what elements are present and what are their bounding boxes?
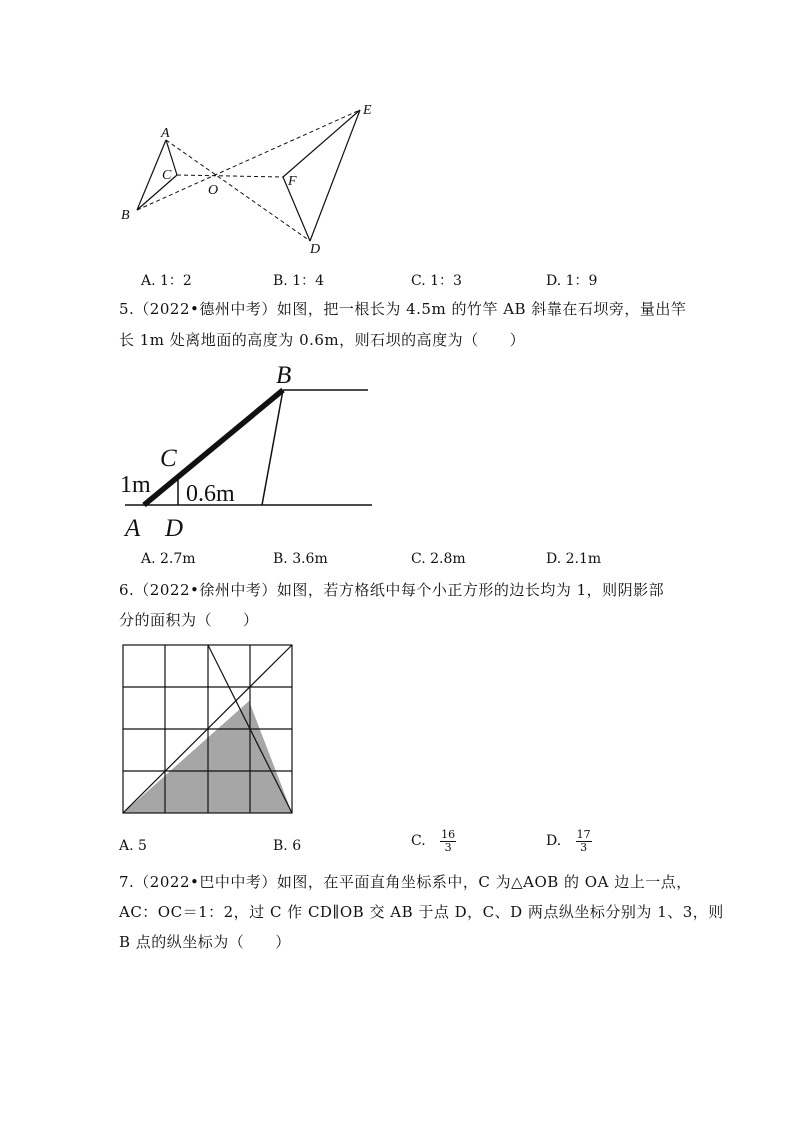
q6-option-d-fraction: $\frac{17}{3}$ [576,828,591,854]
label-o: O [208,183,219,198]
q5-stem-line2: 长 1m 处离地面的高度为 0.6m，则石坝的高度为（ ） [119,331,526,349]
label-a: A [125,515,141,542]
segment-ef [283,110,360,177]
q6-grid-figure [118,640,300,822]
label-c: C [162,168,172,183]
q7-stem-line2: AC：OC＝1：2，过 C 作 CD∥OB 交 AB 于点 D，C、D 两点纵坐标分别为 1、3，则 [119,903,724,921]
segment-ed [310,110,360,241]
q5-option-a[interactable]: A. 2.7m [141,551,196,567]
q6-option-b[interactable]: B. 6 [273,838,302,854]
q6-stem-line1: 6.（2022•徐州中考）如图，若方格纸中每个小正方形的边长均为 1，则阴影部 [119,581,665,599]
label-b: B [276,362,292,389]
q5-figure [110,355,390,545]
label-a: A [161,126,170,141]
dashed-cf [177,175,283,177]
q5-option-d[interactable]: D. 2.1m [546,551,602,567]
q6-option-c-fraction: $\frac{16}{3}$ [441,828,456,854]
q5-stem-line1: 5.（2022•德州中考）如图，把一根长为 4.5m 的竹竿 AB 斜靠在石坝旁，量出竿 [119,300,687,318]
label-f: F [288,174,297,189]
q4-option-c[interactable]: C. 1：3 [411,273,462,289]
q6-option-d[interactable] [546,829,592,853]
q5-option-b[interactable]: B. 3.6m [273,551,328,567]
q4-figure [110,95,390,260]
q4-option-a[interactable]: A. 1：2 [141,273,192,289]
label-c: C [160,445,177,472]
q6-option-d-prefix: D. [546,833,562,850]
label-d: D [310,242,321,257]
q6-option-c-prefix: C. [411,833,426,850]
q6-option-a[interactable]: A. 5 [119,838,147,854]
q4-option-d[interactable]: D. 1：9 [546,273,598,289]
label-height: 0.6m [186,481,235,507]
label-d: D [165,515,184,542]
q5-option-c[interactable]: C. 2.8m [411,551,466,567]
q6-option-c[interactable] [411,829,456,853]
q4-option-b[interactable]: B. 1：4 [273,273,325,289]
label-length: 1m [120,472,151,498]
label-b: B [121,208,130,223]
label-e: E [363,103,372,118]
q7-stem-line1: 7.（2022•巴中中考）如图，在平面直角坐标系中，C 为△AOB 的 OA 边上一点， [119,873,692,891]
dashed-be [137,110,360,210]
q7-stem-line3: B 点的纵坐标为（ ） [119,933,291,951]
q6-stem-line2: 分的面积为（ ） [119,611,259,629]
